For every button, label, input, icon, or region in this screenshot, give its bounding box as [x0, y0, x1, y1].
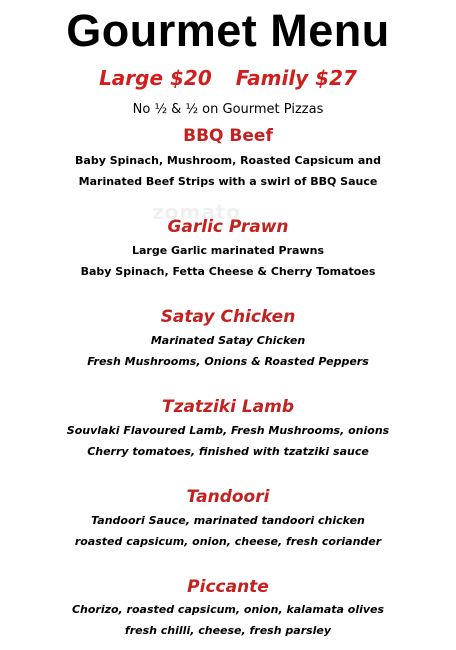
item-desc-tandoori-1: Tandoori Sauce, marinated tandoori chicken [91, 514, 365, 527]
item-desc-garlic-prawn-1: Large Garlic marinated Prawns [132, 244, 324, 257]
menu-title: Gourmet Menu [66, 5, 390, 56]
item-desc-satay-chicken-2: Fresh Mushrooms, Onions & Roasted Peppers [87, 355, 369, 368]
item-desc-garlic-prawn-2: Baby Spinach, Fetta Cheese & Cherry Tomatoes [80, 265, 376, 278]
item-desc-piccante-1: Chorizo, roasted capsicum, onion, kalamata olives [71, 603, 385, 616]
item-desc-satay-chicken-1: Marinated Satay Chicken [150, 334, 306, 347]
item-desc-piccante-2: fresh chilli, cheese, fresh parsley [124, 624, 332, 637]
watermark-logo: zomato [152, 200, 242, 224]
item-name-tzatziki-lamb: Tzatziki Lamb [161, 397, 295, 417]
item-desc-bbq-beef-1: Baby Spinach, Mushroom, Roasted Capsicum and [75, 154, 381, 167]
half-half-note: No ½ & ½ on Gourmet Pizzas [132, 102, 324, 117]
item-name-satay-chicken: Satay Chicken [160, 307, 296, 327]
price-family: Family $27 [235, 66, 357, 90]
item-desc-bbq-beef-2: Marinated Beef Strips with a swirl of BBQ Sauce [78, 175, 378, 188]
item-name-piccante: Piccante [187, 577, 269, 597]
price-large: Large $20 [99, 66, 212, 90]
item-desc-tzatziki-lamb-2: Cherry tomatoes, finished with tzatziki sauce [87, 445, 369, 458]
item-name-garlic-prawn: Garlic Prawn [167, 217, 289, 237]
item-name-bbq-beef: BBQ Beef [183, 126, 273, 146]
item-desc-tzatziki-lamb-1: Souvlaki Flavoured Lamb, Fresh Mushrooms, onions [66, 424, 390, 437]
item-desc-tandoori-2: roasted capsicum, onion, cheese, fresh coriander [74, 535, 382, 548]
price-line [0, 64, 456, 92]
item-name-tandoori: Tandoori [186, 487, 270, 507]
